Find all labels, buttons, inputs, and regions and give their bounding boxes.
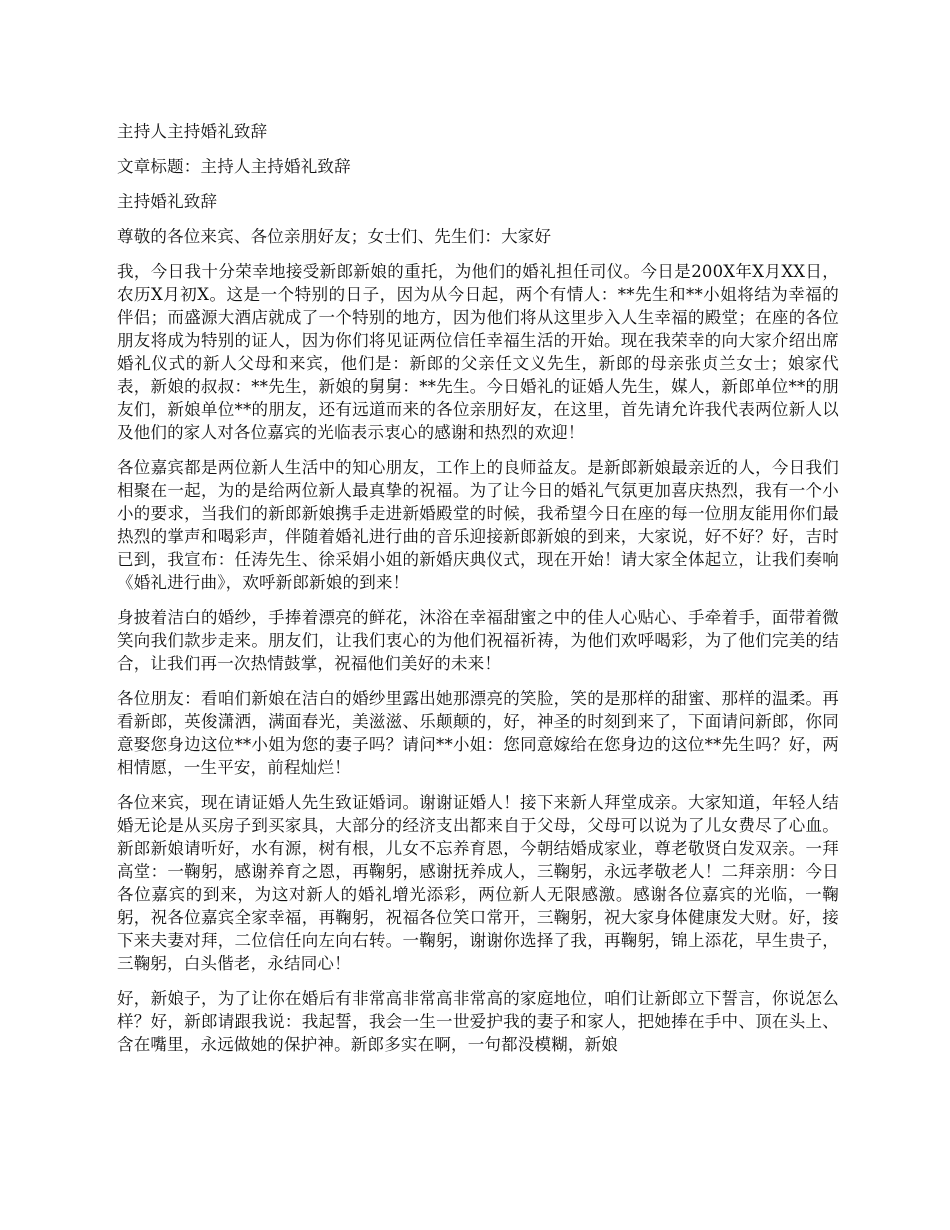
- section-heading: 主持婚礼致辞: [117, 192, 218, 211]
- article-title-line: 文章标题：主持人主持婚礼致辞: [117, 157, 351, 176]
- body-paragraph: 各位嘉宾都是两位新人生活中的知心朋友，工作上的良师益友。是新郎新娘最亲近的人，今日我们相聚在一起，为的是给两位新人最真挚的祝福。为了让今日的婚礼气氛更加喜庆热烈，我有一个小小的要求，当我们的新郎新娘携手走进新婚殿堂的时候，我希望今日在座的每一位朋友能用你们最热烈的掌声和喝彩声，伴随着婚礼进行曲的音乐迎接新郎新娘的到来，大家说，好不好？好，吉时已到，我宣布：任涛先生、徐采娟小姐的新婚庆典仪式，现在开始！请大家全体起立，让我们奏响《婚礼进行曲》，欢呼新郎新娘的到来！: [117, 458, 839, 592]
- document-page: [117, 120, 839, 1068]
- greeting-paragraph: 尊敬的各位来宾、各位亲朋好友；女士们、先生们：大家好: [117, 227, 552, 246]
- body-paragraph: 我，今日我十分荣幸地接受新郎新娘的重托，为他们的婚礼担任司仪。今日是200X年X月XX日，农历X月初X。这是一个特别的日子，因为从今日起，两个有情人：**先生和**小姐将结为幸福的伴侣；而盛源大酒店就成了一个特别的地方，因为他们将从这里步入人生幸福的殿堂；在座的各位朋友将成为特别的证人，因为你们将见证两位信任幸福生活的开始。现在我荣幸的向大家介绍出席婚礼仪式的新人父母和来宾，他们是：新郎的父亲任文义先生，新郎的母亲张贞兰女士；娘家代表，新娘的叔叔：**先生，新娘的舅舅：**先生。今日婚礼的证婚人先生，媒人，新郎单位**的朋友们，新娘单位**的朋友，还有远道而来的各位亲朋好友，在这里，首先请允许我代表两位新人以及他们的家人对各位嘉宾的光临表示衷心的感谢和热烈的欢迎！: [117, 262, 839, 442]
- body-paragraph: 各位来宾，现在请证婚人先生致证婚词。谢谢证婚人！接下来新人拜堂成亲。大家知道，年轻人结婚无论是从买房子到买家具，大部分的经济支出都来自于父母，父母可以说为了儿女费尽了心血。新郎新娘请听好，水有源，树有根，儿女不忘养育恩，今朝结婚成家业，尊老敬贤白发双亲。一拜高堂：一鞠躬，感谢养育之恩，再鞠躬，感谢抚养成人，三鞠躬，永远孝敬老人！二拜亲朋：今日各位嘉宾的到来，为这对新人的婚礼增光添彩，两位新人无限感激。感谢各位嘉宾的光临，一鞠躬，祝各位嘉宾全家幸福，再鞠躬，祝福各位笑口常开，三鞠躬，祝大家身体健康发大财。好，接下来夫妻对拜，二位信任向左向右转。一鞠躬，谢谢你选择了我，再鞠躬，锦上添花，早生贵子，三鞠躬，白头偕老，永结同心！: [117, 793, 839, 973]
- body-paragraph: 各位朋友：看咱们新娘在洁白的婚纱里露出她那漂亮的笑脸，笑的是那样的甜蜜、那样的温柔。再看新郎，英俊潇洒，满面春光，美滋滋、乐颠颠的，好，神圣的时刻到来了，下面请问新郎，你同意娶您身边这位**小姐为您的妻子吗？请问**小姐：您同意嫁给在您身边的这位**先生吗？好，两相情愿，一生平安，前程灿烂！: [117, 689, 839, 777]
- body-paragraph: 身披着洁白的婚纱，手捧着漂亮的鲜花，沐浴在幸福甜蜜之中的佳人心贴心、手牵着手，面带着微笑向我们款步走来。朋友们，让我们衷心的为他们祝福祈祷，为他们欢呼喝彩，为了他们完美的结合，让我们再一次热情鼓掌，祝福他们美好的未来！: [117, 608, 839, 673]
- body-paragraph: 好，新娘子，为了让你在婚后有非常高非常高非常高的家庭地位，咱们让新郎立下誓言，你说怎么样？好，新郎请跟我说：我起誓，我会一生一世爱护我的妻子和家人，把她捧在手中、顶在头上、含在嘴里，永远做她的保护神。新郎多实在啊，一句都没模糊，新娘: [117, 989, 839, 1054]
- document-title: 主持人主持婚礼致辞: [117, 122, 268, 141]
